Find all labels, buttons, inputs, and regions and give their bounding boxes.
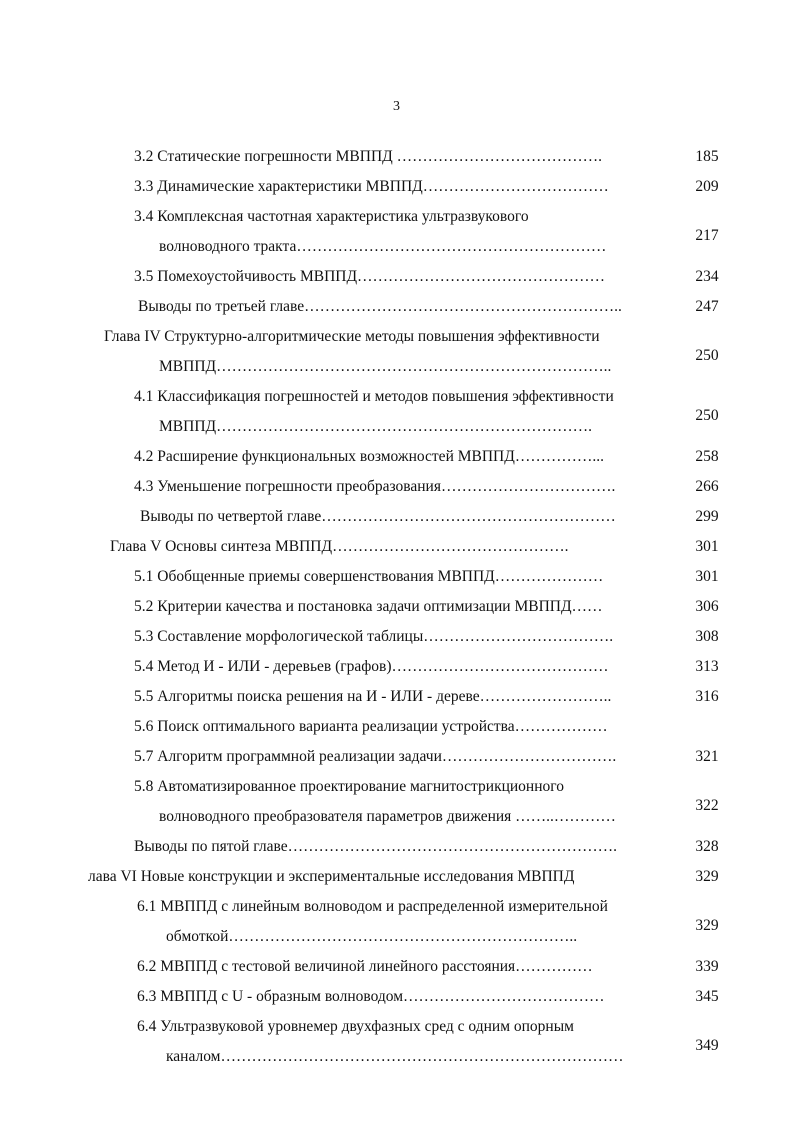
toc-page: 339	[695, 958, 719, 975]
toc-entry-chapter-5	[110, 532, 568, 562]
toc-line: 4.2 Расширение функциональных возможностей МВППД……………...	[134, 448, 604, 465]
toc-entry-6-2	[137, 952, 593, 982]
toc-entry-conclusions-4	[140, 502, 616, 532]
toc-page: 308	[695, 628, 719, 645]
toc-page: 185	[695, 148, 719, 165]
toc-page: 247	[695, 298, 719, 315]
toc-entry-chapter-4	[104, 322, 600, 352]
toc-entry-conclusions-5	[134, 832, 617, 862]
page-number: 3	[393, 99, 400, 114]
toc-entry-6-1	[137, 892, 608, 922]
toc-line: 3.5 Помехоустойчивость МВППД…………………………………………	[134, 268, 606, 285]
toc-line: волноводного тракта……………………………………………………	[159, 238, 607, 255]
toc-line: 3.3 Динамические характеристики МВППД………………………………	[134, 178, 609, 195]
toc-entry-4-2	[134, 442, 604, 472]
toc-page: 234	[695, 268, 719, 285]
toc-entry-3-4-cont	[159, 232, 606, 262]
toc-line: 5.6 Поиск оптимального варианта реализации устройства………………	[134, 718, 608, 735]
toc-entry-4-1	[134, 382, 614, 412]
toc-page: 299	[695, 508, 719, 525]
toc-page: 345	[695, 988, 719, 1005]
toc-page: 322	[695, 797, 719, 814]
toc-page: 321	[695, 748, 719, 765]
toc-entry-6-4-cont	[166, 1042, 624, 1072]
toc-line: 4.3 Уменьшение погрешности преобразования…………………………….	[134, 478, 616, 495]
toc-page: 328	[695, 838, 719, 855]
toc-entry-conclusions-3	[138, 292, 622, 322]
toc-line: 5.2 Критерии качества и постановка задачи оптимизации МВППД……	[134, 598, 603, 615]
toc-line: 3.4 Комплексная частотная характеристика ультразвукового	[134, 208, 529, 225]
toc-entry-5-2	[134, 592, 603, 622]
toc-line: Выводы по пятой главе……………………………………………………….	[134, 838, 617, 855]
toc-page: 301	[695, 568, 719, 585]
toc-entry-6-3	[137, 982, 605, 1012]
toc-entry-5-4	[134, 652, 609, 682]
toc-page: 306	[695, 598, 719, 615]
toc-line: МВППД…………………………………………………………………..	[159, 358, 612, 375]
toc-entry-5-8	[134, 772, 564, 802]
toc-page: 258	[695, 448, 719, 465]
toc-entry-5-5	[134, 682, 611, 712]
toc-entry-3-5	[134, 262, 605, 292]
toc-line: 6.4 Ультразвуковой уровнемер двухфазных сред с одним опорным	[137, 1018, 574, 1035]
toc-line: 5.3 Составление морфологической таблицы……………………………….	[134, 628, 614, 645]
toc-entry-5-1	[134, 562, 603, 592]
toc-page: 209	[695, 178, 719, 195]
toc-page: 250	[695, 347, 719, 364]
toc-page: 349	[695, 1037, 719, 1054]
toc-line: Глава IV Структурно-алгоритмические методы повышения эффективности	[104, 328, 600, 345]
toc-line: 5.4 Метод И - ИЛИ - деревьев (графов)……………………………………	[134, 658, 609, 675]
toc-entry-5-7	[134, 742, 616, 772]
toc-entry-6-1-cont	[166, 922, 577, 952]
toc-page: 301	[695, 538, 719, 555]
toc-page: 316	[695, 688, 719, 705]
toc-line: 6.1 МВППД с линейным волноводом и распределенной измерительной	[137, 898, 608, 915]
toc-line: 5.1 Обобщенные приемы совершенствования МВППД…………………	[134, 568, 604, 585]
toc-line: лава VI Новые конструкции и экспериментальные исследования МВППД	[88, 868, 575, 885]
toc-line: 6.3 МВППД с U - образным волноводом…………………………………	[137, 988, 605, 1005]
toc-line: каналом……………………………………………………………………	[166, 1048, 624, 1065]
toc-entry-5-8-cont	[159, 802, 616, 832]
toc-page: 329	[695, 917, 719, 934]
toc-line: 3.2 Статические погрешности МВППД ………………………………….	[134, 148, 602, 165]
toc-line: 4.1 Классификация погрешностей и методов повышения эффективности	[134, 388, 614, 405]
toc-page: 217	[695, 227, 719, 244]
toc-entry-3-3	[134, 172, 609, 202]
toc-entry-3-4	[134, 202, 529, 232]
toc-line: 6.2 МВППД с тестовой величиной линейного расстояния……………	[137, 958, 593, 975]
toc-line: волноводного преобразователя параметров движения ……..…………	[159, 808, 616, 825]
toc-line: обмоткой…………………………………………………………..	[166, 928, 578, 945]
toc-line: Глава V Основы синтеза МВППД……………………………………….	[110, 538, 569, 555]
toc-page: 266	[695, 478, 719, 495]
toc-page: 250	[695, 407, 719, 424]
toc-entry-3-2	[134, 142, 602, 172]
toc-line: Выводы по третьей главе……………………………………………………..	[138, 298, 622, 315]
toc-line: МВППД……………………………………………………………….	[159, 418, 592, 435]
toc-entry-5-6	[134, 712, 608, 742]
toc-line: 5.8 Автоматизированное проектирование магнитострикционного	[134, 778, 564, 795]
toc-entry-chapter-4-cont	[159, 352, 611, 382]
toc-entry-6-4	[137, 1012, 574, 1042]
toc-entry-4-3	[134, 472, 615, 502]
toc-page: 329	[695, 868, 719, 885]
toc-line: Выводы по четвертой главе…………………………………………………	[140, 508, 616, 525]
toc-entry-chapter-6	[88, 862, 574, 892]
toc-line: 5.5 Алгоритмы поиска решения на И - ИЛИ - дереве……………………..	[134, 688, 612, 705]
toc-entry-5-3	[134, 622, 613, 652]
toc-line: 5.7 Алгоритм программной реализации задачи…………………………….	[134, 748, 617, 765]
toc-entry-4-1-cont	[159, 412, 592, 442]
toc-page: 313	[695, 658, 719, 675]
